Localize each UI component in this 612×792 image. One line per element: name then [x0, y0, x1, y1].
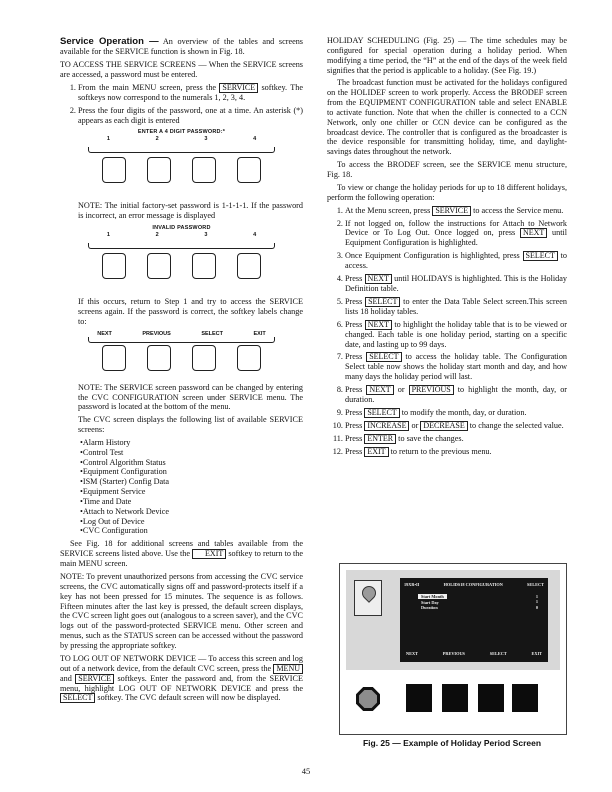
- bracket: [88, 337, 275, 343]
- service-intro: Service Operation — An overview of the tables and screens available for the SERVICE function is shown in Fig. 18.: [60, 36, 303, 57]
- physical-softkey-3: [478, 684, 504, 712]
- list-item: 11. Press ENTER to save the changes.: [345, 434, 567, 444]
- row-start-day: Start Day: [421, 600, 439, 605]
- screen-device-name: 19XR•II: [404, 582, 420, 587]
- select-key: SELECT: [365, 297, 400, 307]
- service-key: SERVICE: [432, 206, 471, 216]
- page-number: 45: [301, 766, 311, 776]
- select-key: SELECT: [60, 693, 95, 703]
- note-password-change: NOTE: The SERVICE screen password can be changed by entering the CVC CONFIGURATION screen under SERVICE menu. The password is located at the bottom of the menu.: [78, 382, 303, 412]
- list-item: 1. At the Menu screen, press SERVICE to access the Service menu.: [345, 206, 567, 216]
- menu-key: MENU: [273, 664, 303, 674]
- stop-button-icon: [356, 687, 380, 711]
- list-item: • Control Test: [80, 448, 303, 458]
- list-item: • CVC Configuration: [80, 526, 303, 536]
- invalid-password-keypad: [60, 225, 303, 291]
- key-number: 1: [106, 231, 110, 238]
- list-item: 6. Press NEXT to highlight the holiday table that is to be viewed or changed. Each table is one holiday period, starting on a specific date, and lasting up to 99 days.: [345, 320, 567, 350]
- screen-label-previous: PREVIOUS: [442, 650, 465, 656]
- logout-text: TO LOG OUT OF NETWORK DEVICE — To access this screen and log out of a network device, from the default CVC screen, press the MENU and SERVICE softkeys. Enter the password and, from the SERVICE menu, highlight LOG OUT OF NETWORK DEVICE and press the SELECT softkey. The CVC default screen will now be displayed.: [60, 653, 303, 703]
- physical-softkey-1: [406, 684, 432, 712]
- softkey-1: [102, 157, 126, 183]
- list-item: 4. Press NEXT until HOLIDAYS is highlighted. This is the Holiday Definition table.: [345, 274, 567, 294]
- list-item: • Log Out of Device: [80, 517, 303, 527]
- softkey-2: [147, 157, 171, 183]
- row-values: [536, 594, 538, 610]
- row-duration: Duration: [421, 605, 438, 610]
- value-start-month: 1: [535, 594, 538, 599]
- softkey-label-previous: PREVIOUS: [142, 330, 171, 337]
- list-item: • Attach to Network Device: [80, 507, 303, 517]
- note-initial-password: NOTE: The initial factory-set password is 1-1-1-1. If the password is incorrect, an error message is displayed: [78, 201, 303, 221]
- keypad-numbers: [60, 136, 303, 143]
- screen-label-exit: EXIT: [531, 650, 542, 656]
- softkey-label-select: SELECT: [201, 330, 224, 337]
- screen-mode: SELECT: [527, 582, 544, 587]
- list-item: • Time and Date: [80, 497, 303, 507]
- left-column: [60, 36, 303, 706]
- keypad-label: ENTER A 4 DIGIT PASSWORD:*: [137, 129, 226, 136]
- enter-key: ENTER: [364, 434, 396, 444]
- list-item: • Alarm History: [80, 438, 303, 448]
- softkey-2: [147, 253, 171, 279]
- softkey-4: [237, 157, 261, 183]
- select-key: SELECT: [523, 251, 558, 261]
- holiday-steps: [327, 206, 567, 457]
- note-auto-logout: NOTE: To prevent unauthorized persons from accessing the CVC service screens, the CVC automatically signs off and password-protects itself if a key has not been pressed for 15 minutes. The sequence is as follows. Fifteen minutes after the last key is pressed, the default screen displays, the CVC screen light goes out (analogous to a screen saver), and the CVC logs out of the password-protected SERVICE menu. Other screen and menus, such as the STATUS screen can be accessed without the password by pressing the appropriate softkey.: [60, 572, 303, 650]
- key-number: 3: [204, 136, 208, 143]
- softkey-label-next: NEXT: [97, 330, 112, 337]
- softkey-3: [192, 345, 216, 371]
- holiday-scheduling-text: HOLIDAY SCHEDULING (Fig. 25) — The time schedules may be configured for special operation during a holiday period. When modifying a time period, the “H” at the end of the days of the week field signifies that the period is applicable to a holiday. (See Fig. 19.): [327, 36, 567, 75]
- softkey-label-exit: EXIT: [253, 330, 266, 337]
- next-key: NEXT: [365, 274, 392, 284]
- next-key: NEXT: [520, 228, 547, 238]
- list-item: 9. Press SELECT to modify the month, day, or duration.: [345, 408, 567, 418]
- service-screen-list: [60, 438, 303, 536]
- next-key: NEXT: [366, 385, 393, 395]
- softkey-4: [237, 253, 261, 279]
- cvc-list-intro: The CVC screen displays the following list of available SERVICE screens:: [78, 415, 303, 435]
- softkey-3: [192, 253, 216, 279]
- screen-title: HOLIDS18 CONFIGURATION: [443, 582, 503, 587]
- list-item: 12. Press EXIT to return to the previous menu.: [345, 447, 567, 457]
- keypad-label: INVALID PASSWORD: [152, 225, 211, 232]
- list-item: • ISM (Starter) Config Data: [80, 477, 303, 487]
- list-item: 7. Press SELECT to access the holiday table. The Configuration Select table now shows the holiday start month and day, and how many days the holiday period will last.: [345, 352, 567, 382]
- key-number: 3: [204, 231, 208, 238]
- see-fig-text: See Fig. 18 for additional screens and tables available from the SERVICE screens listed above. Use the EXIT softkey to return to the main MENU screen.: [60, 539, 304, 569]
- previous-key: PREVIOUS: [409, 385, 454, 395]
- service-softkeys: [60, 331, 303, 377]
- broadcast-text: The broadcast function must be activated for the holidays configured on the HOLIDEF screen to work properly. Access the BRODEF screen from the EQUIPMENT CONFIGURATION table and select ENABLE to activate function. Note that when the chiller is connected to a CCN Network, only one chiller or CCN device can be configured as the broadcast device. The controller that is configured as the broadcaster is the device responsible for transmitting holiday, time, and daylight-savings dates throughout the network.: [327, 78, 567, 157]
- service-heading: Service Operation —: [60, 36, 159, 47]
- value-start-day: 1: [535, 599, 538, 605]
- retry-text: If this occurs, return to Step 1 and try to access the SERVICE screens again. If the password is correct, the softkey labels change to:: [78, 297, 303, 326]
- cvc-screen: [400, 578, 548, 662]
- key-number: 1: [106, 136, 110, 143]
- screen-softkey-labels: [406, 651, 542, 656]
- key-number: 2: [155, 136, 159, 143]
- service-key: SERVICE: [219, 83, 258, 93]
- physical-softkey-2: [442, 684, 468, 712]
- view-change-text: To view or change the holiday periods for up to 18 different holidays, perform the following operation:: [327, 182, 567, 202]
- cvc-panel: [346, 570, 560, 670]
- softkey-1: [102, 253, 126, 279]
- next-key: NEXT: [365, 320, 392, 330]
- screen-label-select: SELECT: [489, 650, 507, 656]
- increase-key: INCREASE: [364, 421, 409, 431]
- access-steps: [60, 83, 303, 126]
- keypad-numbers: [60, 232, 303, 239]
- list-item: 2. Press the four digits of the password, one at a time. An asterisk (*) appears as each digit is entered: [78, 106, 303, 126]
- row-start-month: Start Month: [418, 594, 447, 599]
- select-key: SELECT: [364, 408, 399, 418]
- softkey-2: [147, 345, 171, 371]
- exit-key: EXIT: [364, 447, 388, 457]
- decrease-key: DECREASE: [420, 421, 467, 431]
- bracket: [88, 243, 275, 249]
- softkey-4: [237, 345, 261, 371]
- key-number: 2: [155, 231, 159, 238]
- password-keypad: [60, 129, 303, 195]
- list-item: 2. If not logged on, follow the instructions for Attach to Network Device or To Log Out. Once logged on, press NEXT until Equipment Configuration is highlighted.: [345, 219, 567, 249]
- screen-label-next: NEXT: [406, 650, 418, 656]
- service-key: SERVICE: [75, 674, 114, 684]
- list-item: 8. Press NEXT or PREVIOUS to highlight the month, day, or duration.: [345, 385, 567, 405]
- select-key: SELECT: [366, 352, 401, 362]
- key-number: 4: [253, 231, 257, 238]
- softkey-3: [192, 157, 216, 183]
- list-item: • Equipment Service: [80, 487, 303, 497]
- access-heading: TO ACCESS THE SERVICE SCREENS — When the SERVICE screens are accessed, a password must be entered.: [60, 60, 303, 80]
- list-item: • Equipment Configuration: [80, 467, 303, 477]
- list-item: • Control Algorithm Status: [80, 458, 303, 468]
- value-duration: 0: [535, 604, 538, 610]
- physical-softkey-4: [512, 684, 538, 712]
- holiday-period-figure: [339, 563, 567, 735]
- list-item: 3. Once Equipment Configuration is highlighted, press SELECT to access.: [345, 251, 567, 271]
- figure-caption: Fig. 25 — Example of Holiday Period Screen: [362, 738, 542, 748]
- list-item: 5. Press SELECT to enter the Data Table Select screen.This screen lists 18 holiday tables.: [345, 297, 567, 317]
- alarm-light-icon: [359, 583, 379, 603]
- alarm-indicator: [354, 580, 382, 616]
- softkey-1: [102, 345, 126, 371]
- physical-keys: [346, 684, 560, 714]
- list-item: 1. From the main MENU screen, press the SERVICE softkey. The softkeys now correspond to the numerals 1, 2, 3, 4.: [78, 83, 303, 103]
- bracket: [88, 147, 275, 153]
- key-number: 4: [253, 136, 257, 143]
- list-item: 10. Press INCREASE or DECREASE to change the selected value.: [345, 421, 567, 431]
- exit-key: EXIT: [192, 549, 226, 559]
- right-column: [327, 36, 567, 460]
- access-brodef-text: To access the BRODEF screen, see the SERVICE menu structure, Fig. 18.: [327, 160, 567, 179]
- screen-header: [404, 582, 544, 587]
